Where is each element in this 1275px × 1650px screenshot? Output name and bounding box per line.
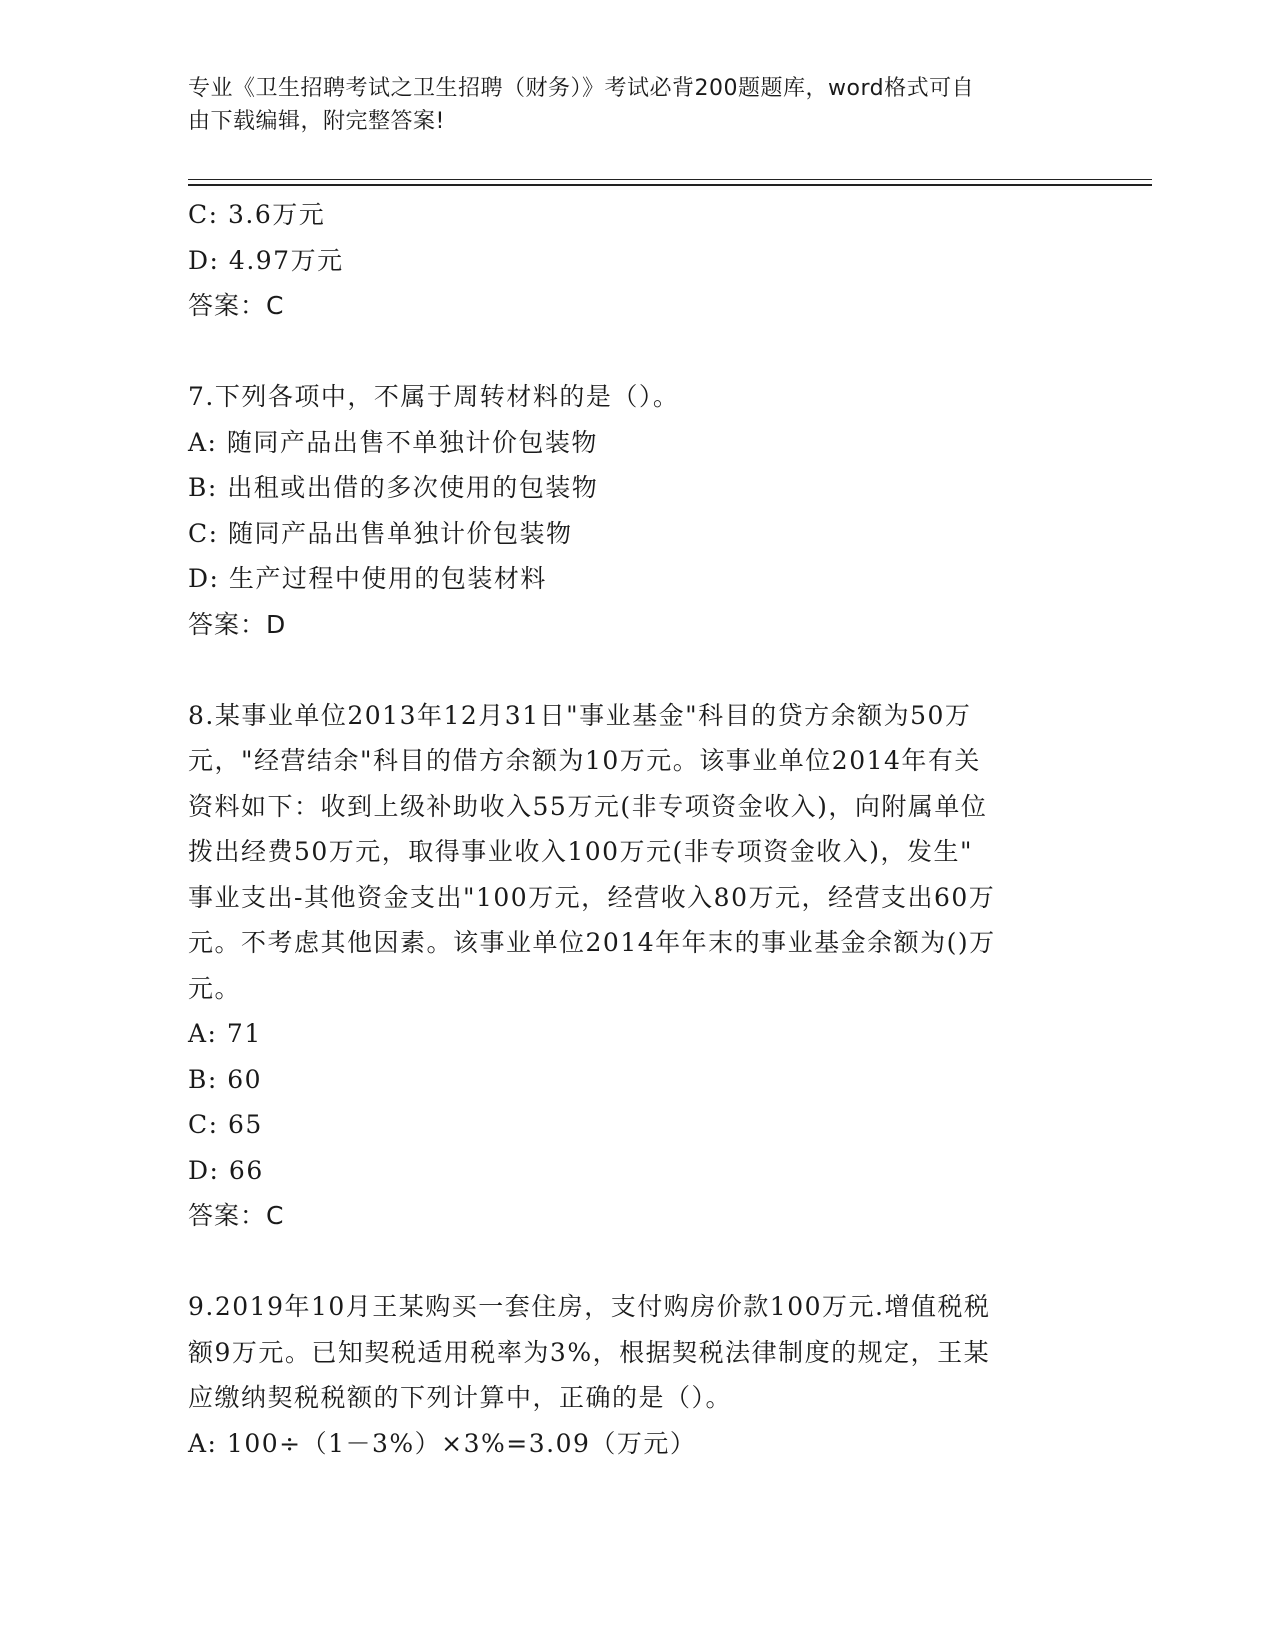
question-stem-line: 元，"经营结余"科目的借方余额为10万元。该事业单位2014年有关 <box>188 746 981 775</box>
spacer <box>188 329 1078 375</box>
question-8 <box>188 693 1078 1239</box>
option-b: B: 出租或出借的多次使用的包装物 <box>188 473 599 502</box>
document-header <box>188 72 1068 138</box>
answer-line: 答案：C <box>188 1201 285 1230</box>
question-stem-line: 事业支出-其他资金支出"100万元，经营收入80万元，经营支出60万 <box>188 882 996 912</box>
option-a: A: 100÷（1－3%）×3%=3.09（万元） <box>188 1428 697 1458</box>
question-6-tail <box>188 192 1078 329</box>
question-stem-line: 9.2019年10月王某购买一套住房，支付购房价款100万元.增值税税 <box>188 1292 991 1321</box>
option-b: B: 60 <box>188 1064 263 1094</box>
question-stem: 7.下列各项中，不属于周转材料的是（）。 <box>188 382 680 411</box>
option-d: D: 66 <box>188 1155 264 1185</box>
answer-line: 答案：D <box>188 609 287 639</box>
header-title-line-2: 由下载编辑，附完整答案! <box>188 109 445 134</box>
option-a: A: 随同产品出售不单独计价包装物 <box>188 427 598 457</box>
question-stem-line: 资料如下：收到上级补助收入55万元(非专项资金收入)，向附属单位 <box>188 791 988 821</box>
question-9 <box>188 1284 1078 1466</box>
question-stem-line: 8.某事业单位2013年12月31日"事业基金"科目的贷方余额为50万 <box>188 700 972 730</box>
question-7 <box>188 374 1078 647</box>
question-stem-line: 拨出经费50万元，取得事业收入100万元(非专项资金收入)，发生" <box>188 837 974 866</box>
option-d: D: 生产过程中使用的包装材料 <box>188 564 547 593</box>
question-stem-line: 元。不考虑其他因素。该事业单位2014年年末的事业基金余额为()万 <box>188 928 996 957</box>
option-a: A: 71 <box>188 1019 262 1048</box>
header-divider-thin <box>188 179 1152 180</box>
question-list <box>188 192 1078 1466</box>
question-stem-line: 应缴纳契税税额的下列计算中，正确的是（）。 <box>188 1383 733 1412</box>
header-title-line-1: 专业《卫生招聘考试之卫生招聘（财务）》考试必背200题题库，word格式可自 <box>188 76 975 101</box>
option-d: D: 4.97万元 <box>188 245 344 275</box>
question-stem-line: 额9万元。已知契税适用税率为3%，根据契税法律制度的规定，王某 <box>188 1337 991 1367</box>
option-c: C: 3.6万元 <box>188 200 326 229</box>
spacer <box>188 1239 1078 1285</box>
question-stem-line: 元。 <box>188 973 242 1003</box>
option-c: C: 随同产品出售单独计价包装物 <box>188 518 573 548</box>
option-c: C: 65 <box>188 1110 263 1139</box>
header-divider-thick <box>188 184 1152 186</box>
spacer <box>188 647 1078 693</box>
answer-line: 答案：C <box>188 291 285 320</box>
